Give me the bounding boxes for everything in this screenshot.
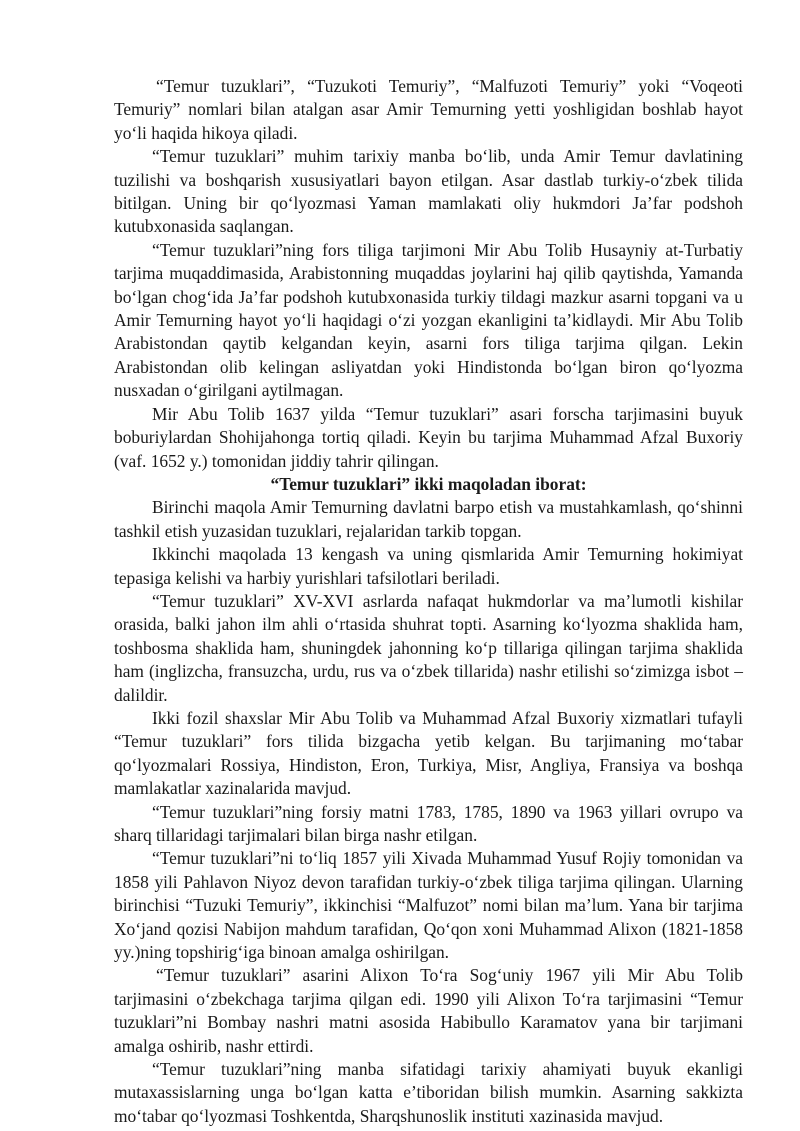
paragraph-10: “Temur tuzuklari”ni to‘liq 1857 yili Xivada Muhammad Yusuf Rojiy tomonidan va 1858 yili Pahlavon Niyoz devon tarafidan turkiy-o‘zbek tiliga tarjima qilingan. Ularning birinchisi “Tuzuki Temuriy”, ikkinchisi “Malfuzot” nomi bilan ma’lum. Yana bir tarjima Xo‘jand qozisi Nabijon mahdum tarafidan, Qo‘qon xoni Muhammad Alixon (1821-1858 yy.)ning topshirig‘iga binoan amalga oshirilgan. — [114, 848, 743, 963]
paragraph-7: “Temur tuzuklari” XV-XVI asrlarda nafaqat hukmdorlar va ma’lumotli kishilar orasida, balki jahon ilm ahli o‘rtasida shuhrat topti. Asarning ko‘lyozma shaklida ham, toshbosma shaklida ham, shuningdek jahonning ko‘p tillariga qilingan tarjima shaklida ham (inglizcha, fransuzcha, urdu, rus va o‘zbek tillarida) nashr etilishi so‘zimizga isbot –dalildir. — [114, 590, 743, 705]
paragraph-9: “Temur tuzuklari”ning forsiy matni 1783, 1785, 1890 va 1963 yillari ovrupo va sharq tillaridagi tarjimalari bilan birga nashr etilgan. — [114, 801, 743, 845]
paragraph-11: “Temur tuzuklari” asarini Alixon To‘ra Sog‘uniy 1967 yili Mir Abu Tolib tarjimasini o‘zbekchaga tarjima qilgan edi. 1990 yili Alixon To‘ra tarjimasini “Temur tuzuklari”ni Bombay nashri matni asosida Habibullo Karamatov yana bir tarjimani amalga oshirib, nashr ettirdi. — [114, 965, 743, 1056]
paragraph-2: “Temur tuzuklari” muhim tarixiy manba bo‘lib, unda Amir Temur davlatining tuzilishi va boshqarish xususiyatlari bayon etilgan. Asar dastlab turkiy-o‘zbek tilida bitilgan. Uning bir qo‘lyozmasi Yaman mamlakati oliy hukmdori Ja’far podshoh kutubxonasida saqlangan. — [114, 146, 743, 237]
paragraph-5: Birinchi maqola Amir Temurning davlatni barpo etish va mustahkamlash, qo‘shinni tashkil etish yuzasidan tuzuklari, rejalaridan tarkib topgan. — [114, 497, 743, 541]
paragraph-6: Ikkinchi maqolada 13 kengash va uning qismlarida Amir Temurning hokimiyat tepasiga kelishi va harbiy yurishlari tafsilotlari beriladi. — [114, 544, 743, 588]
paragraph-8: Ikki fozil shaxslar Mir Abu Tolib va Muhammad Afzal Buxoriy xizmatlari tufayli “Temur tuzuklari” fors tilida bizgacha yetib kelgan. Bu tarjimaning mo‘tabar qo‘lyozmalari Rossiya, Hindiston, Eron, Turkiya, Misr, Angliya, Fransiya va boshqa mamlakatlar xazinalarida mavjud. — [114, 707, 743, 799]
section-heading: “Temur tuzuklari” ikki maqoladan iborat: — [270, 473, 587, 494]
paragraph-4: Mir Abu Tolib 1637 yilda “Temur tuzuklari” asari forscha tarjimasini buyuk boburiylardan Shohijahonga tortiq qiladi. Keyin bu tarjima Muhammad Afzal Buxoriy (vaf. 1652 y.) tomonidan jiddiy tahrir qilingan. — [114, 403, 743, 471]
paragraph-3: “Temur tuzuklari”ning fors tiliga tarjimoni Mir Abu Tolib Husayniy at-Turbatiy tarjima muqaddimasida, Arabistonning muqaddas joylarini haj qilib qaytishda, Yamanda bo‘lgan chog‘ida Ja’far podshoh kutubxonasida turkiy tildagi mazkur asarni topgani va u Amir Temurning hayot yo‘li haqidagi o‘zi yozgan ekanligini ta’kidlaydi. Mir Abu Tolib Arabistondan qaytib kelgandan keyin, asarni fors tiliga tarjima qilgan. Lekin Arabistondan olib kelingan asliyatdan yoki Hindistonda bo‘lgan biron qo‘lyozma nusxadan o‘girilgani aytilmagan. — [114, 239, 743, 401]
paragraph-1: “Temur tuzuklari”, “Tuzukoti Temuriy”, “Malfuzoti Temuriy” yoki “Voqeoti Temuriy” nomlari bilan atalgan asar Amir Temurning yetti yoshligidan boshlab hayot yo‘li haqida hikoya qiladi. — [114, 76, 743, 143]
paragraph-12: “Temur tuzuklari”ning manba sifatidagi tarixiy ahamiyati buyuk ekanligi mutaxassislarning unga bo‘lgan katta e’tiboridan bilish mumkin. Asarning sakkizta mo‘tabar qo‘lyozmasi Toshkentda, Sharqshunoslik instituti xazinasida mavjud. — [114, 1059, 743, 1126]
